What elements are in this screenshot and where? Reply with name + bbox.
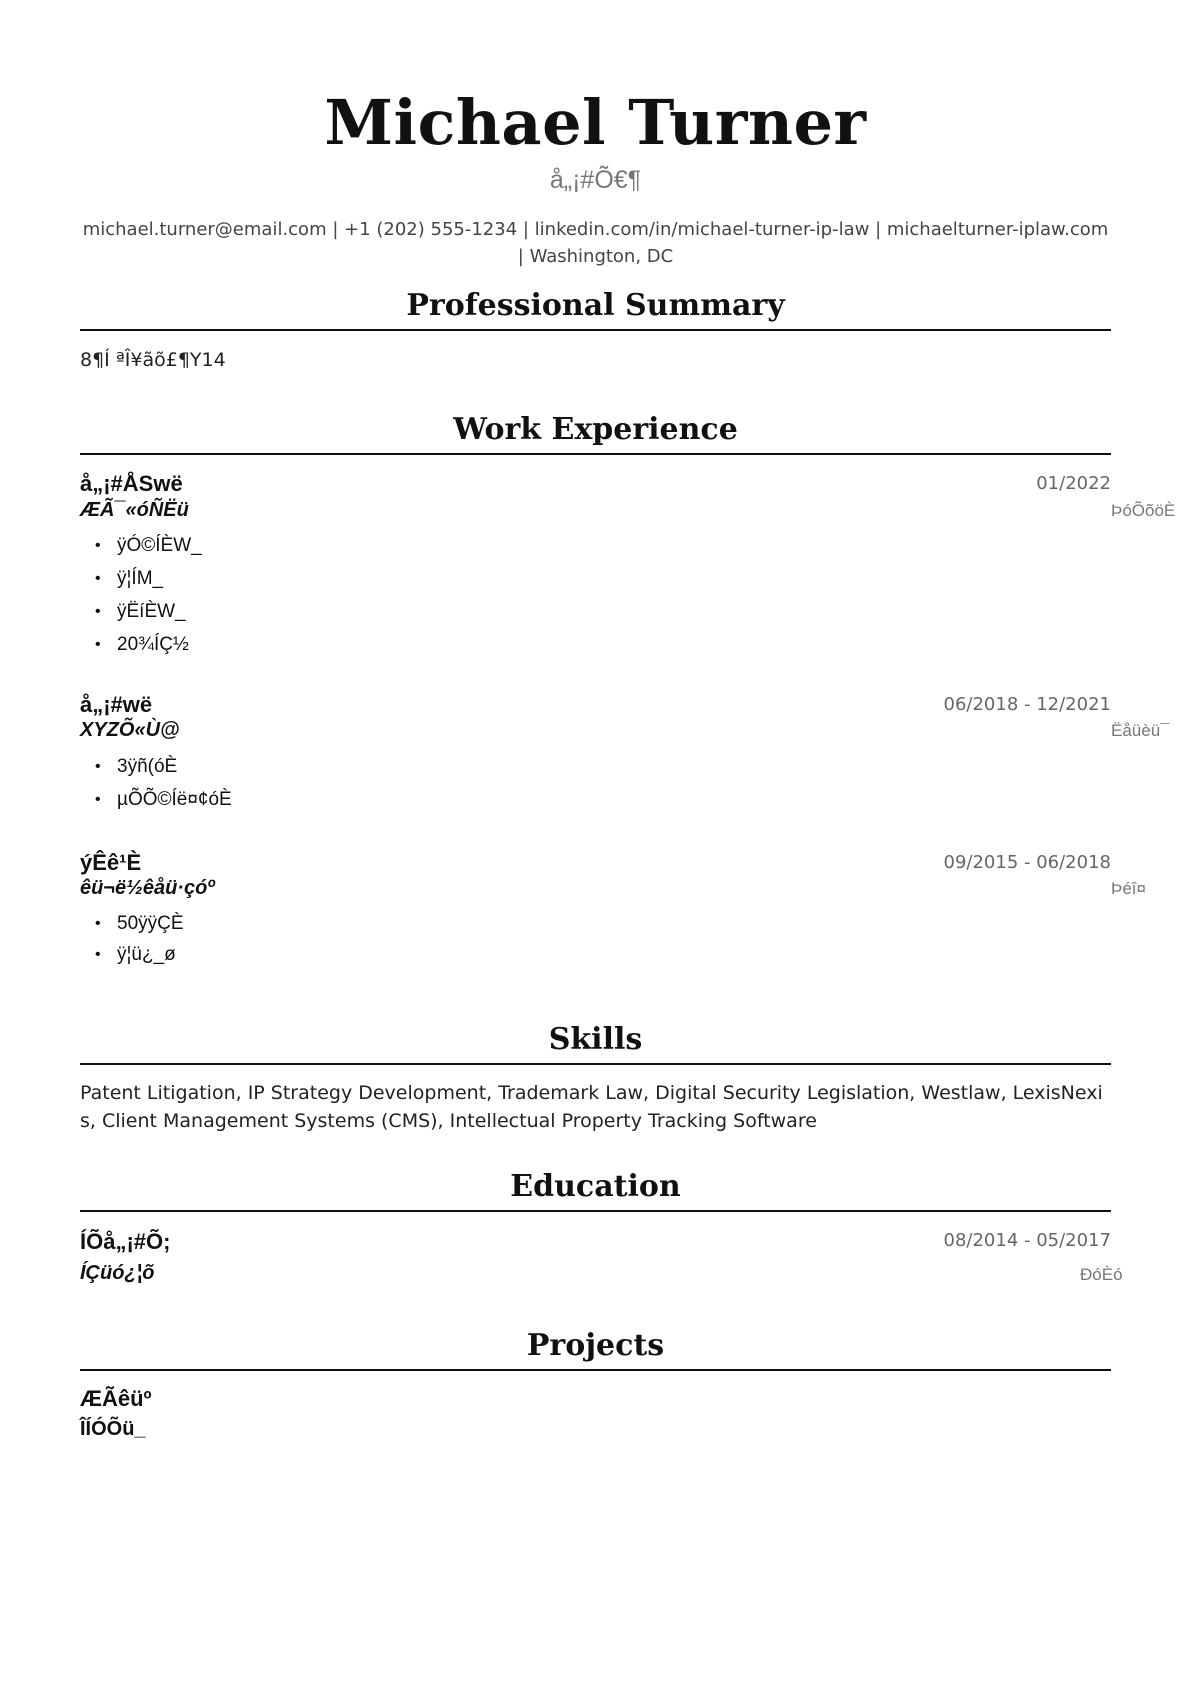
- list-item: • 3ÿñ(óÈ: [80, 750, 232, 783]
- list-item: • ÿ¦ÍM_: [80, 562, 202, 595]
- section-divider: [80, 1369, 1111, 1371]
- job-date: 01/2022: [1036, 473, 1111, 494]
- education-location: ÐóÈó: [1080, 1265, 1123, 1284]
- list-item: • ÿÓ©ÍÈW_: [80, 529, 202, 562]
- job-organization: êü¬ë½êåü·çóº: [80, 877, 215, 899]
- project-title: ÆÃêüº: [80, 1386, 152, 1411]
- candidate-name: Michael Turner: [324, 86, 867, 159]
- candidate-subtitle: å„¡#Õ€¶: [549, 166, 642, 194]
- list-item: • µÕÕ©Íë¤¢óÈ: [80, 783, 232, 816]
- section-divider: [80, 1210, 1111, 1212]
- job-organization: XYZÕ«Ù@: [80, 719, 180, 741]
- job-bullets: [80, 908, 184, 970]
- job-location: Ëåüèü¯: [1111, 721, 1170, 740]
- section-title-summary: Professional Summary: [406, 288, 785, 323]
- section-divider: [80, 329, 1111, 331]
- education-date: 08/2014 - 05/2017: [943, 1230, 1111, 1251]
- section-title-skills: Skills: [548, 1022, 643, 1057]
- list-item: • ÿËíÈW_: [80, 595, 202, 628]
- job-title: å„¡#ÅSwë: [80, 471, 183, 496]
- list-item: • ÿ¦ü¿_ø: [80, 939, 184, 970]
- list-item: • 20¾ÍÇ½: [80, 628, 202, 661]
- section-title-projects: Projects: [526, 1328, 665, 1363]
- job-bullets: [80, 529, 202, 661]
- job-organization: ÆÃ¯«óÑËü: [80, 499, 189, 521]
- education-institution: ÍÕå„¡#Õ;: [80, 1229, 171, 1254]
- summary-text: 8¶Í ªÎ¥ãõ£¶Y14: [80, 349, 226, 371]
- list-item: • 50ÿÿÇÈ: [80, 908, 184, 939]
- section-divider: [80, 453, 1111, 455]
- job-title: ýÊê¹È: [80, 850, 142, 875]
- job-location: ÞóÕõöÈ: [1111, 501, 1176, 520]
- job-date: 06/2018 - 12/2021: [943, 694, 1111, 715]
- job-title: å„¡#wë: [80, 692, 153, 717]
- contact-line: michael.turner@email.com | +1 (202) 555-1234 | linkedin.com/in/michael-turner-ip-law | michaelturner-iplaw.com | Washington, DC: [82, 219, 1109, 267]
- section-title-education: Education: [510, 1169, 681, 1204]
- education-degree: ÍÇüó¿¦õ: [80, 1262, 155, 1284]
- section-divider: [80, 1063, 1111, 1065]
- section-title-experience: Work Experience: [453, 412, 738, 447]
- skills-text: Patent Litigation, IP Strategy Development, Trademark Law, Digital Security Legislation, Westlaw, LexisNexis, Client Management Systems (CMS), Intellectual Property Tracking Software: [80, 1082, 1103, 1132]
- job-date: 09/2015 - 06/2018: [943, 852, 1111, 873]
- job-bullets: [80, 750, 232, 816]
- project-description: ÎÍÓÕü_: [80, 1418, 146, 1440]
- job-location: Þéî¤: [1111, 879, 1146, 898]
